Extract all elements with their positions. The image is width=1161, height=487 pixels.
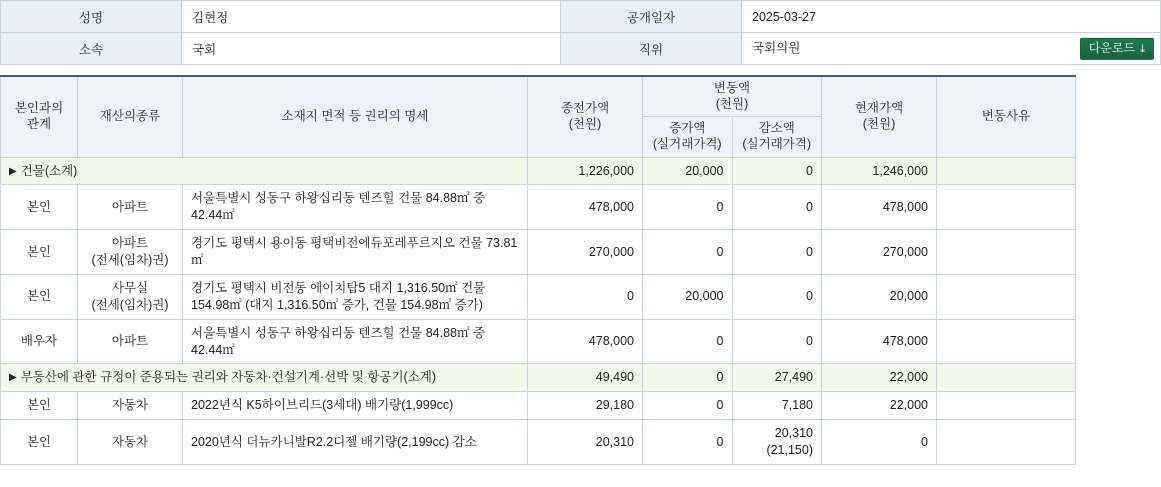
cell-kind-line2: (전세(임차)권): [91, 297, 169, 312]
cell-reason: [937, 392, 1076, 420]
col-decrease-line1: 감소액: [758, 121, 795, 136]
cell-detail: 서울특별시 성동구 하왕십리동 텐즈힐 건물 84.88㎡ 중 42.44㎡: [183, 185, 528, 230]
col-previous-value-line2: (천원): [568, 116, 602, 131]
cell-decrease: 0: [732, 319, 822, 364]
cell-decrease: 27,490: [732, 364, 822, 392]
assets-table: [0, 75, 1076, 465]
download-icon: ⤓: [1140, 42, 1145, 55]
cell-relation: 배우자: [1, 319, 78, 364]
cell-decrease: 0: [732, 157, 822, 185]
cell-kind: 자동차: [78, 392, 183, 420]
cell-current-value: 1,246,000: [822, 157, 937, 185]
cell-increase: 0: [643, 420, 733, 465]
col-current-value: [822, 76, 937, 157]
cell-current-value: 478,000: [822, 319, 937, 364]
disclosure-date-label: 공개일자: [561, 1, 742, 33]
cell-reason: [937, 157, 1076, 185]
cell-increase: 0: [643, 392, 733, 420]
cell-current-value: 0: [822, 420, 937, 465]
affiliation-label: 소속: [1, 33, 182, 65]
col-reason: 변동사유: [937, 76, 1076, 157]
cell-detail: 2020년식 더뉴카니발R2.2디젤 배기량(2,199cc) 감소: [183, 420, 528, 465]
cell-detail: 2022년식 K5하이브리드(3세대) 배기량(1,999cc): [183, 392, 528, 420]
cell-reason: [937, 319, 1076, 364]
cell-increase: 0: [643, 319, 733, 364]
cell-detail: 경기도 평택시 비전동 에이치탑5 대지 1,316.50㎡ 건물 154.98㎡ (대지 1,316.50㎡ 증가, 건물 154.98㎡ 증가): [183, 274, 528, 319]
cell-previous-value: 20,310: [528, 420, 643, 465]
col-change-group-line1: 변동액: [713, 81, 751, 95]
cell-current-value: 270,000: [822, 230, 937, 275]
name-value: 김현정: [182, 1, 561, 33]
cell-previous-value: 1,226,000: [528, 157, 643, 185]
cell-decrease: 0: [732, 230, 822, 275]
cell-detail: 경기도 평택시 용이동 평택비전에듀포레푸르지오 건물 73.81㎡: [183, 230, 528, 275]
col-current-value-line1: 현재가액: [854, 101, 904, 116]
col-relation-line1: 본인과의: [14, 101, 64, 116]
name-label: 성명: [1, 1, 182, 33]
subtotal-title-text: 부동산에 관한 규정이 준용되는 권리와 자동차·건설기계·선박 및 항공기(소계): [20, 370, 436, 385]
assets-table-body: [1, 157, 1076, 464]
cell-decrease: 0: [732, 274, 822, 319]
cell-kind-line1: 사무실: [111, 280, 149, 295]
cell-previous-value: 49,490: [528, 364, 643, 392]
cell-kind: [78, 230, 183, 275]
cell-current-value: 478,000: [822, 185, 937, 230]
position-label: 직위: [561, 33, 742, 65]
section-spacer: [0, 65, 1076, 75]
cell-reason: [937, 364, 1076, 392]
cell-current-value: 22,000: [822, 364, 937, 392]
cell-increase: 0: [643, 230, 733, 275]
cell-reason: [937, 420, 1076, 465]
col-increase: [643, 117, 733, 157]
position-value-cell: [742, 33, 1161, 65]
cell-previous-value: 29,180: [528, 392, 643, 420]
cell-decrease-line2: (21,150): [766, 443, 813, 457]
table-row: [1, 392, 1076, 420]
cell-reason: [937, 185, 1076, 230]
table-row: [1, 157, 1076, 185]
info-row-name: [1, 1, 1161, 33]
header-row-1: [1, 76, 1076, 117]
subtotal-title: [1, 157, 528, 185]
cell-decrease-line1: 20,310: [774, 426, 813, 441]
col-increase-line1: 증가액: [669, 121, 706, 136]
cell-kind-line1: 아파트: [111, 236, 149, 251]
profile-info-table: [0, 0, 1161, 65]
col-detail: 소재지 면적 등 권리의 명세: [183, 76, 528, 157]
col-decrease: [732, 117, 822, 157]
cell-kind: 자동차: [78, 420, 183, 465]
subtotal-title-text: 건물(소계): [20, 163, 78, 178]
cell-current-value: 20,000: [822, 274, 937, 319]
cell-decrease: [732, 420, 822, 465]
cell-reason: [937, 274, 1076, 319]
col-change-group-line2: (천원): [715, 96, 749, 111]
triangle-right-icon: ▶: [9, 372, 17, 384]
cell-relation: 본인: [1, 230, 78, 275]
cell-previous-value: 478,000: [528, 185, 643, 230]
cell-increase: 20,000: [643, 274, 733, 319]
cell-previous-value: 0: [528, 274, 643, 319]
cell-relation: 본인: [1, 185, 78, 230]
cell-decrease: 0: [732, 185, 822, 230]
table-row: [1, 364, 1076, 392]
table-row: [1, 319, 1076, 364]
cell-relation: 본인: [1, 420, 78, 465]
col-decrease-line2: (실거래가격): [742, 136, 812, 151]
subtotal-title: [1, 364, 528, 392]
col-kind: 재산의종류: [78, 76, 183, 157]
col-relation: [1, 76, 78, 157]
table-row: [1, 230, 1076, 275]
cell-relation: 본인: [1, 392, 78, 420]
table-row: [1, 274, 1076, 319]
cell-decrease: 7,180: [732, 392, 822, 420]
assets-table-head: [1, 76, 1076, 157]
cell-relation: 본인: [1, 274, 78, 319]
col-previous-value-line1: 종전가액: [560, 101, 610, 116]
cell-kind: 아파트: [78, 319, 183, 364]
cell-previous-value: 478,000: [528, 319, 643, 364]
download-button-label: 다운로드: [1088, 40, 1136, 55]
table-row: [1, 185, 1076, 230]
col-change-group: [643, 76, 822, 117]
cell-kind: [78, 274, 183, 319]
info-row-affiliation: [1, 33, 1161, 65]
affiliation-value: 국회: [182, 33, 561, 65]
col-increase-line2: (실거래가격): [652, 136, 722, 151]
position-value: 국회의원: [752, 41, 801, 55]
col-previous-value: [528, 76, 643, 157]
triangle-right-icon: ▶: [9, 165, 17, 177]
download-button[interactable]: [1080, 37, 1154, 59]
col-current-value-line2: (천원): [862, 116, 896, 131]
cell-reason: [937, 230, 1076, 275]
cell-increase: 20,000: [643, 157, 733, 185]
cell-increase: 0: [643, 185, 733, 230]
cell-current-value: 22,000: [822, 392, 937, 420]
col-relation-line2: 관계: [26, 116, 52, 131]
table-row: [1, 420, 1076, 465]
cell-increase: 0: [643, 364, 733, 392]
disclosure-date-value: 2025-03-27: [742, 1, 1161, 33]
cell-kind-line2: (전세(임차)권): [91, 253, 169, 267]
cell-detail: 서울특별시 성동구 하왕십리동 텐즈힐 건물 84.88㎡ 중 42.44㎡: [183, 319, 528, 364]
cell-kind: 아파트: [78, 185, 183, 230]
cell-previous-value: 270,000: [528, 230, 643, 275]
